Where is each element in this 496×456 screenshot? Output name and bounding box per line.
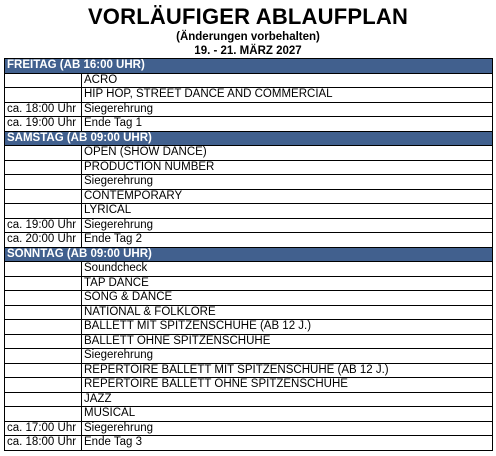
time-cell: ca. 17:00 Uhr xyxy=(5,421,82,436)
program-cell: BALLETT OHNE SPITZENSCHUHE xyxy=(82,334,493,349)
day-header-row xyxy=(5,247,493,262)
program-cell: Siegerehrung xyxy=(82,349,493,364)
day-header-label: FREITAG (AB 16:00 UHR) xyxy=(5,59,493,74)
time-cell xyxy=(5,334,82,349)
program-cell: PRODUCTION NUMBER xyxy=(82,160,493,175)
schedule-row xyxy=(5,146,493,161)
program-cell: REPERTOIRE BALLETT MIT SPITZENSCHUHE (AB 12 J.) xyxy=(82,363,493,378)
program-cell: LYRICAL xyxy=(82,204,493,219)
schedule-row xyxy=(5,88,493,103)
time-cell xyxy=(5,146,82,161)
schedule-row xyxy=(5,262,493,277)
time-cell xyxy=(5,262,82,277)
schedule-row xyxy=(5,204,493,219)
schedule-row xyxy=(5,73,493,88)
schedule-row xyxy=(5,436,493,451)
time-cell xyxy=(5,392,82,407)
program-cell: SONG & DANCE xyxy=(82,291,493,306)
program-cell: ACRO xyxy=(82,73,493,88)
program-cell: Siegerehrung xyxy=(82,218,493,233)
schedule-row xyxy=(5,189,493,204)
program-cell: Ende Tag 1 xyxy=(82,117,493,132)
time-cell xyxy=(5,160,82,175)
schedule-row xyxy=(5,334,493,349)
schedule-row xyxy=(5,117,493,132)
program-cell: OPEN (SHOW DANCE) xyxy=(82,146,493,161)
schedule-row xyxy=(5,175,493,190)
time-cell xyxy=(5,291,82,306)
time-cell xyxy=(5,378,82,393)
program-cell: JAZZ xyxy=(82,392,493,407)
schedule-row xyxy=(5,407,493,422)
schedule-row xyxy=(5,291,493,306)
time-cell xyxy=(5,407,82,422)
time-cell xyxy=(5,175,82,190)
day-header-label: SONNTAG (AB 09:00 UHR) xyxy=(5,247,493,262)
time-cell xyxy=(5,276,82,291)
schedule-row xyxy=(5,102,493,117)
program-cell: MUSICAL xyxy=(82,407,493,422)
program-cell: Ende Tag 2 xyxy=(82,233,493,248)
schedule-row xyxy=(5,349,493,364)
time-cell: ca. 19:00 Uhr xyxy=(5,117,82,132)
schedule-row xyxy=(5,392,493,407)
time-cell: ca. 18:00 Uhr xyxy=(5,436,82,451)
program-cell: Soundcheck xyxy=(82,262,493,277)
event-dates: 19. - 21. MÄRZ 2027 xyxy=(194,45,302,57)
schedule-table xyxy=(4,58,493,451)
schedule-row xyxy=(5,160,493,175)
schedule-row xyxy=(5,233,493,248)
time-cell xyxy=(5,88,82,103)
time-cell: ca. 20:00 Uhr xyxy=(5,233,82,248)
program-cell: Siegerehrung xyxy=(82,421,493,436)
time-cell xyxy=(5,204,82,219)
schedule-row xyxy=(5,320,493,335)
schedule-row xyxy=(5,218,493,233)
schedule-row xyxy=(5,363,493,378)
schedule-row xyxy=(5,378,493,393)
time-cell xyxy=(5,189,82,204)
day-header-row xyxy=(5,131,493,146)
time-cell xyxy=(5,349,82,364)
page-title: VORLÄUFIGER ABLAUFPLAN xyxy=(87,4,409,29)
time-cell: ca. 18:00 Uhr xyxy=(5,102,82,117)
program-cell: TAP DANCE xyxy=(82,276,493,291)
day-header-label: SAMSTAG (AB 09:00 UHR) xyxy=(5,131,493,146)
program-cell: Siegerehrung xyxy=(82,175,493,190)
time-cell xyxy=(5,363,82,378)
page-subtitle: (Änderungen vorbehalten) xyxy=(176,31,320,43)
time-cell xyxy=(5,320,82,335)
program-cell: BALLETT MIT SPITZENSCHUHE (AB 12 J.) xyxy=(82,320,493,335)
time-cell xyxy=(5,73,82,88)
schedule-row xyxy=(5,305,493,320)
schedule-row xyxy=(5,421,493,436)
time-cell: ca. 19:00 Uhr xyxy=(5,218,82,233)
program-cell: Ende Tag 3 xyxy=(82,436,493,451)
program-cell: Siegerehrung xyxy=(82,102,493,117)
schedule-row xyxy=(5,276,493,291)
schedule-table-body xyxy=(5,59,493,451)
program-cell: HIP HOP, STREET DANCE AND COMMERCIAL xyxy=(82,88,493,103)
day-header-row xyxy=(5,59,493,74)
program-cell: REPERTOIRE BALLETT OHNE SPITZENSCHUHE xyxy=(82,378,493,393)
time-cell xyxy=(5,305,82,320)
program-cell: NATIONAL & FOLKLORE xyxy=(82,305,493,320)
program-cell: CONTEMPORARY xyxy=(82,189,493,204)
